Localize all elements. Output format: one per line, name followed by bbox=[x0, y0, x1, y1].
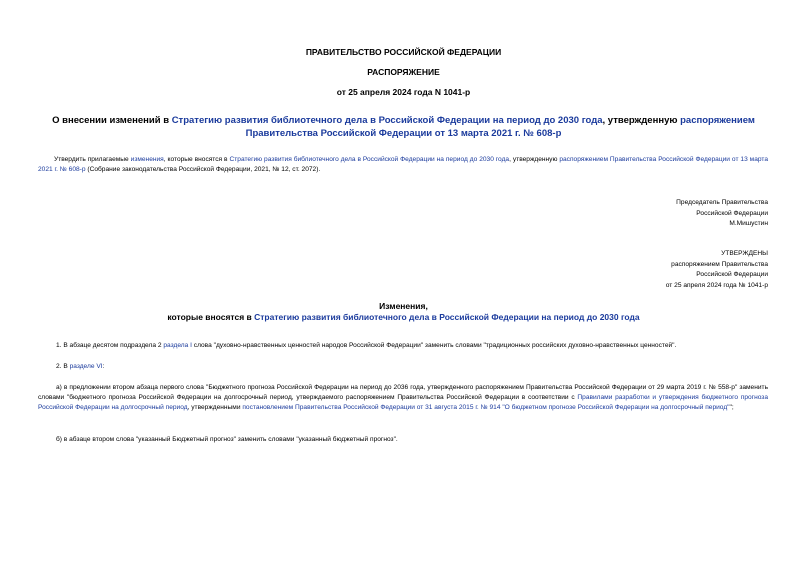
changes-prefix: которые вносятся в bbox=[167, 312, 255, 322]
intro-text-3: , утвержденную bbox=[509, 156, 560, 163]
doc-type-heading: РАСПОРЯЖЕНИЕ bbox=[367, 67, 440, 77]
item-1-text-2: слова "духовно-нравственных ценностей народов Российской Федерации" заменить словами "традиционных российских духовно-нравственных ценностей". bbox=[191, 342, 677, 349]
intro-text-2: , которые вносятся в bbox=[163, 156, 230, 163]
item-1-section-link[interactable]: раздела I bbox=[163, 342, 192, 349]
intro-strategy-link[interactable]: Стратегию развития библиотечного дела в Российской Федерации на период до 2030 года bbox=[229, 156, 510, 163]
intro-order-link[interactable]: распоряжением Правительства Российской Федерации от 13 марта 2021 г. № 608-р bbox=[38, 156, 769, 173]
item-1 bbox=[56, 341, 676, 351]
title-order-link[interactable]: распоряжением Правительства Российской Федерации от 13 марта 2021 г. № 608-р bbox=[245, 115, 755, 139]
title-middle: , утвержденную bbox=[602, 115, 681, 126]
approved-line-3: Российской Федерации bbox=[696, 271, 768, 278]
signature-line-2: Российской Федерации bbox=[696, 209, 768, 217]
approved-line-1: УТВЕРЖДЕНЫ bbox=[721, 250, 768, 257]
changes-strategy-link[interactable]: Стратегию развития библиотечного дела в Российской Федерации на период до 2030 года bbox=[254, 312, 640, 322]
item-2a-decree-link[interactable]: постановлением Правительства Российской Федерации от 31 августа 2015 г. № 914 "О бюджетном прогнозе Российской Федерации на долгосрочный период" bbox=[242, 404, 730, 411]
doc-date-number: от 25 апреля 2024 года N 1041-р bbox=[336, 87, 471, 97]
item-1-text-1: 1. В абзаце десятом подраздела 2 bbox=[56, 342, 164, 349]
signature-block bbox=[676, 198, 768, 230]
title-prefix: О внесении изменений в bbox=[52, 115, 172, 126]
intro-paragraph bbox=[38, 155, 768, 175]
item-2a-text-1: а) в предложении втором абзаца первого слова "Бюджетного прогноза Российской Федерации на период до 2036 года, утвержденного распоряжением Правительства Российской Федерации от 29 марта 2019 г. № 558-р" заменить словами "бюджетного прогноза Российской Федерации на долгосрочный период, утверждаемого распоряжением Правительства Российской Федерации в соответствии с bbox=[38, 384, 768, 401]
signature-line-1: Председатель Правительства bbox=[676, 199, 768, 206]
approved-block bbox=[666, 249, 768, 291]
item-2-section-link[interactable]: разделе VI bbox=[69, 363, 103, 370]
item-2-text-1: 2. В bbox=[56, 363, 70, 370]
signature-name: М.Мишустин bbox=[729, 220, 768, 227]
approved-line-4: от 25 апреля 2024 года № 1041-р bbox=[665, 281, 768, 289]
item-2a-text-2: , утвержденными bbox=[187, 404, 243, 411]
item-2a-rules-link[interactable]: Правилами разработки и утверждения бюджетного прогноза Российской Федерации на долгосрочный период bbox=[38, 394, 768, 411]
intro-changes-link[interactable]: изменения bbox=[130, 156, 164, 163]
changes-subheading bbox=[0, 312, 807, 322]
changes-heading: Изменения, bbox=[379, 301, 428, 311]
item-2a-text-3: "; bbox=[729, 404, 734, 411]
item-2a bbox=[38, 383, 768, 413]
title-strategy-link[interactable]: Стратегию развития библиотечного дела в Российской Федерации на период до 2030 года bbox=[171, 115, 603, 126]
item-2 bbox=[56, 362, 104, 372]
approved-line-2: распоряжением Правительства bbox=[671, 260, 768, 268]
government-heading: ПРАВИТЕЛЬСТВО РОССИЙСКОЙ ФЕДЕРАЦИИ bbox=[305, 47, 502, 57]
item-2-text-2: : bbox=[102, 363, 105, 370]
intro-text-4: (Собрание законодательства Российской Федерации, 2021, № 12, ст. 2072). bbox=[85, 166, 321, 173]
intro-text-1: Утвердить прилагаемые bbox=[54, 156, 131, 163]
item-2b: б) в абзаце втором слова "указанный Бюджетный прогноз" заменить словами "указанный бюджетный прогноз". bbox=[56, 436, 398, 443]
document-title bbox=[30, 115, 777, 140]
